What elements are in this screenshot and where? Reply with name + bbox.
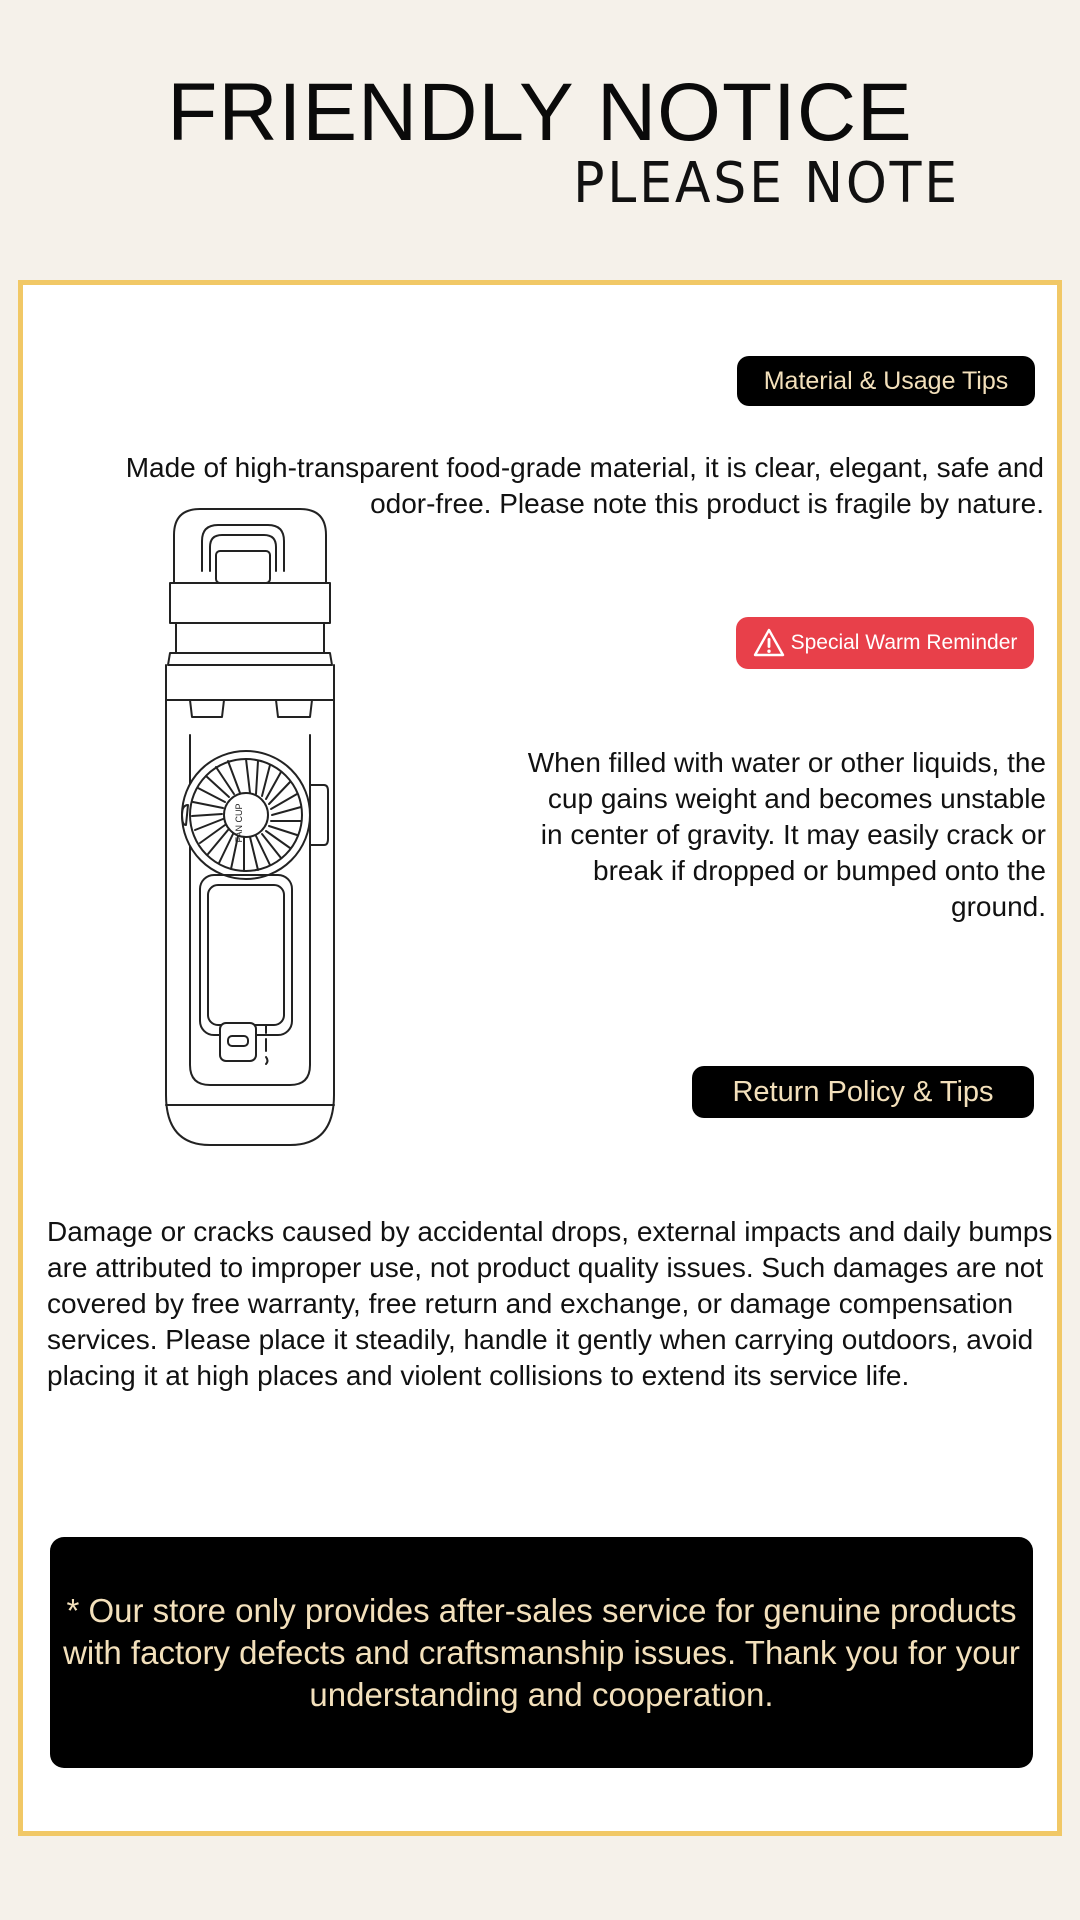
material-description: Made of high-transparent food-grade material, it is clear, elegant, safe and odor-free. Please note this product is fragile by nature.: [125, 452, 1044, 519]
material-usage-tips-label: Material & Usage Tips: [763, 366, 1009, 395]
material-usage-tips-badge: [737, 356, 1035, 406]
return-policy-description: Damage or cracks caused by accidental drops, external impacts and daily bumps are attributed to improper use, not product quality issues. Such damages are not covered by free warranty, free return and exchange, or damage compensation services. Please place it steadily, handle it gently when carrying outdoors, avoid placing it at high places and violent collisions to extend its service life.: [47, 1216, 1053, 1391]
warning-triangle-icon: [753, 627, 785, 659]
water-bottle-illustration: [150, 505, 370, 1150]
warm-reminder-description: When filled with water or other liquids, the cup gains weight and becomes unstable in center of gravity. It may easily crack or break if dropped or bumped onto the ground.: [527, 747, 1046, 922]
fan-cup-label: FAN CUP: [234, 803, 244, 843]
return-policy-tips-label: Return Policy & Tips: [732, 1075, 994, 1108]
after-sales-notice: [50, 1537, 1033, 1768]
after-sales-notice-text: * Our store only provides after-sales service for genuine products with factory defects and craftsmanship issues. Thank you for your understanding and cooperation.: [63, 1591, 1020, 1713]
page-subtitle: PLEASE NOTE: [573, 151, 960, 216]
return-policy-tips-badge: [692, 1066, 1034, 1118]
special-warm-reminder-label: Special Warm Reminder: [790, 631, 1018, 654]
page-title: FRIENDLY NOTICE: [167, 67, 913, 158]
special-warm-reminder-badge: [736, 617, 1034, 669]
